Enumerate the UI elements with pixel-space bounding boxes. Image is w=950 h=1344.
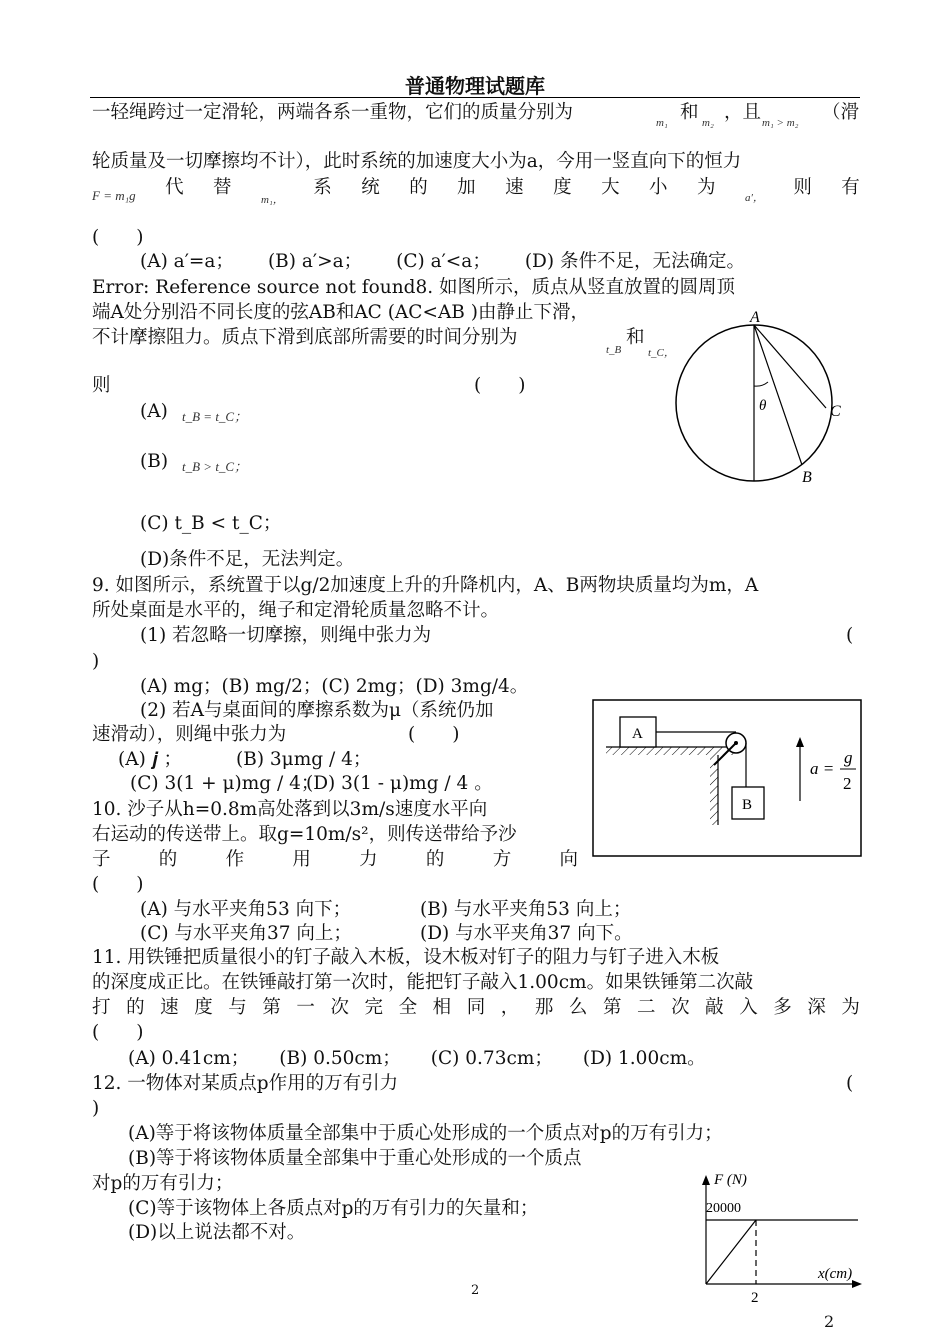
q9-part1: (1) 若忽略一切摩擦，则绳中张力为 <box>140 625 432 646</box>
q8-answer-paren: ( ) <box>474 375 526 396</box>
q8-tc: t_C， <box>648 347 675 359</box>
q8-and: 和 <box>626 327 645 348</box>
q9-line2: 所处桌面是水平的，绳子和定滑轮质量忽略不计。 <box>92 600 500 621</box>
q7-qie: ，且 <box>724 102 762 123</box>
q10-option-c: (C) 与水平夹角37 向上； <box>140 923 352 944</box>
q9-part2-line2: 速滑动），则绳中张力为 <box>92 724 287 745</box>
q8-then: 则 <box>92 375 111 396</box>
q7-answer-paren: ( ) <box>92 227 144 248</box>
accel-g: g <box>844 748 853 767</box>
x-axis-arrowhead <box>852 1280 862 1288</box>
q10-option-b: (B) 与水平夹角53 向上； <box>420 899 632 920</box>
q9-part1-paren: ( <box>846 625 854 646</box>
q10-line1: 10. 沙子从h=0.8m高处落到以3m/s速度水平向 <box>92 799 488 820</box>
q12-option-b-line2: 对p的万有引力； <box>92 1173 234 1194</box>
q8-tb: t_B <box>606 344 622 356</box>
page-title: 普通物理试题库 <box>405 74 545 98</box>
accel-label: a = <box>810 759 835 778</box>
x-value-label: 2 <box>751 1290 759 1306</box>
q7-options <box>140 250 860 274</box>
header-rule <box>90 97 860 98</box>
q7-and: 和 <box>680 102 699 123</box>
q10-line3: 子 的 作 用 力 的 方 向 <box>92 849 578 870</box>
q7-line1: 一轻绳跨过一定滑轮，两端各系一重物，它们的质量分别为 <box>92 102 574 123</box>
y-value-label: 20000 <box>706 1201 741 1216</box>
circle-chord-figure <box>674 308 854 490</box>
accel-arrowhead <box>796 737 804 747</box>
force-ramp <box>706 1220 756 1284</box>
q8-option-b-label: (B) <box>140 451 169 472</box>
q12-line1: 12. 一物体对某质点p作用的万有引力 <box>92 1073 399 1094</box>
q9-part2-line1: (2) 若A与桌面间的摩擦系数为μ（系统仍加 <box>140 700 494 721</box>
label-a: A <box>750 309 760 326</box>
chord-ac <box>754 325 826 408</box>
chord-ab <box>754 325 802 465</box>
q7-line3: F = m₁g 代 替 m₁， 系 统 的 加 速 度 大 小 为 a′， 则 有 <box>92 177 860 206</box>
q9-part2-option-a: (A) 𝒋 ； <box>118 749 183 770</box>
y-axis-arrowhead <box>702 1175 710 1185</box>
q7-option-b: (B) a′>a； <box>267 251 363 272</box>
accel-two: 2 <box>843 774 852 793</box>
q11-option-c: (C) 0.73cm； <box>430 1048 553 1069</box>
q8-line3: 不计摩擦阻力。质点下滑到底部所需要的时间分别为 <box>92 327 518 348</box>
q7-option-a: (A) a′=a； <box>140 251 234 272</box>
q9-line1: 9. 如图所示，系统置于以g/2加速度上升的升降机内，A、B两物块质量均为m，A <box>92 575 759 596</box>
q9-part2-option-d: (D) 3(1 - μ)mg / 4 。 <box>306 773 493 794</box>
q7-m2: m₂ <box>702 117 714 129</box>
q7-option-c: (C) a′<a； <box>396 251 491 272</box>
q8-option-b: t_B > t_C； <box>182 459 248 474</box>
q12-option-a: (A)等于将该物体质量全部集中于质心处形成的一个质点对p的万有引力； <box>128 1123 723 1144</box>
q11-option-a: (A) 0.41cm； <box>128 1048 250 1069</box>
q11-line1: 11. 用铁锤把质量很小的钉子敲入木板，设木板对钉子的阻力与钉子进入木板 <box>92 947 720 968</box>
q11-answer-paren: ( ) <box>92 1022 144 1043</box>
q7-line2: 轮质量及一切摩擦均不计），此时系统的加速度大小为a，今用一竖直向下的恒力 <box>92 151 742 172</box>
q11-option-d: (D) 1.00cm。 <box>582 1048 706 1069</box>
q10-line2: 右运动的传送带上。取g=10m/s²，则传送带给予沙 <box>92 824 517 845</box>
q12-option-c: (C)等于该物体上各质点对p的万有引力的矢量和； <box>128 1198 539 1219</box>
q11-line3: 打 的 速 度 与 第 一 次 完 全 相 同 ， 那 么 第 二 次 敲 入 多 深 为 <box>92 997 860 1018</box>
q8-option-a-label: (A) <box>140 401 168 422</box>
x-axis-label: x(cm) <box>818 1266 853 1282</box>
q11-line2: 的深度成正比。在铁锤敲打第一次时，能把钉子敲入1.00cm。如果铁锤第二次敲 <box>92 972 754 993</box>
q7-condition: m₁ > m₂ <box>762 117 799 129</box>
q12-option-d: (D)以上说法都不对。 <box>128 1222 306 1243</box>
label-theta: θ <box>759 398 767 414</box>
angle-arc <box>754 382 768 386</box>
q7-line1-end: （滑 <box>822 102 860 123</box>
q9-part2-option-c: (C) 3(1 + μ)mg / 4； <box>130 773 320 794</box>
y-axis-label: F (N) <box>714 1172 747 1188</box>
q8-line1: Error: Reference source not found8. 如图所示，质点从竖直放置的圆周顶 <box>92 277 735 298</box>
q9-part1-options: (A) mg；(B) mg/2；(C) 2mg；(D) 3mg/4。 <box>140 676 529 697</box>
table-hatch <box>606 747 736 755</box>
page-number-center: 2 <box>471 1283 480 1298</box>
q10-option-d: (D) 与水平夹角37 向下。 <box>420 923 633 944</box>
q9-part2-option-b: (B) 3μmg / 4； <box>236 749 372 770</box>
q12-close: ) <box>92 1098 100 1119</box>
q7-option-d: (D) 条件不足，无法确定。 <box>524 251 745 272</box>
q8-option-a: t_B = t_C； <box>182 409 248 424</box>
q8-option-c: (C) t_B < t_C； <box>140 513 282 534</box>
q9-part1-close: ) <box>92 651 100 672</box>
q9-part2-paren: ( ) <box>408 724 460 745</box>
q8-option-d: (D)条件不足，无法判定。 <box>140 549 355 570</box>
block-b-label: B <box>742 797 753 813</box>
force-displacement-graph <box>694 1166 870 1306</box>
table-side-hatch <box>710 755 718 825</box>
q8-line2: 端A处分别沿不同长度的弦AB和AC (AC<AB )由静止下滑， <box>92 302 589 323</box>
q7-m1: m₁ <box>656 117 668 129</box>
label-c: C <box>830 403 841 420</box>
q11-options <box>128 1047 706 1071</box>
q11-option-b: (B) 0.50cm； <box>279 1048 401 1069</box>
q12-option-b-line1: (B)等于将该物体质量全部集中于重心处形成的一个质点 <box>128 1148 582 1169</box>
page-number-right: 2 <box>824 1312 835 1331</box>
block-a-label: A <box>632 726 643 742</box>
q12-paren: ( <box>846 1073 854 1094</box>
q10-option-a: (A) 与水平夹角53 向下； <box>140 899 352 920</box>
label-b: B <box>802 469 812 486</box>
q10-answer-paren: ( ) <box>92 874 144 895</box>
elevator-pulley-figure <box>592 699 864 859</box>
